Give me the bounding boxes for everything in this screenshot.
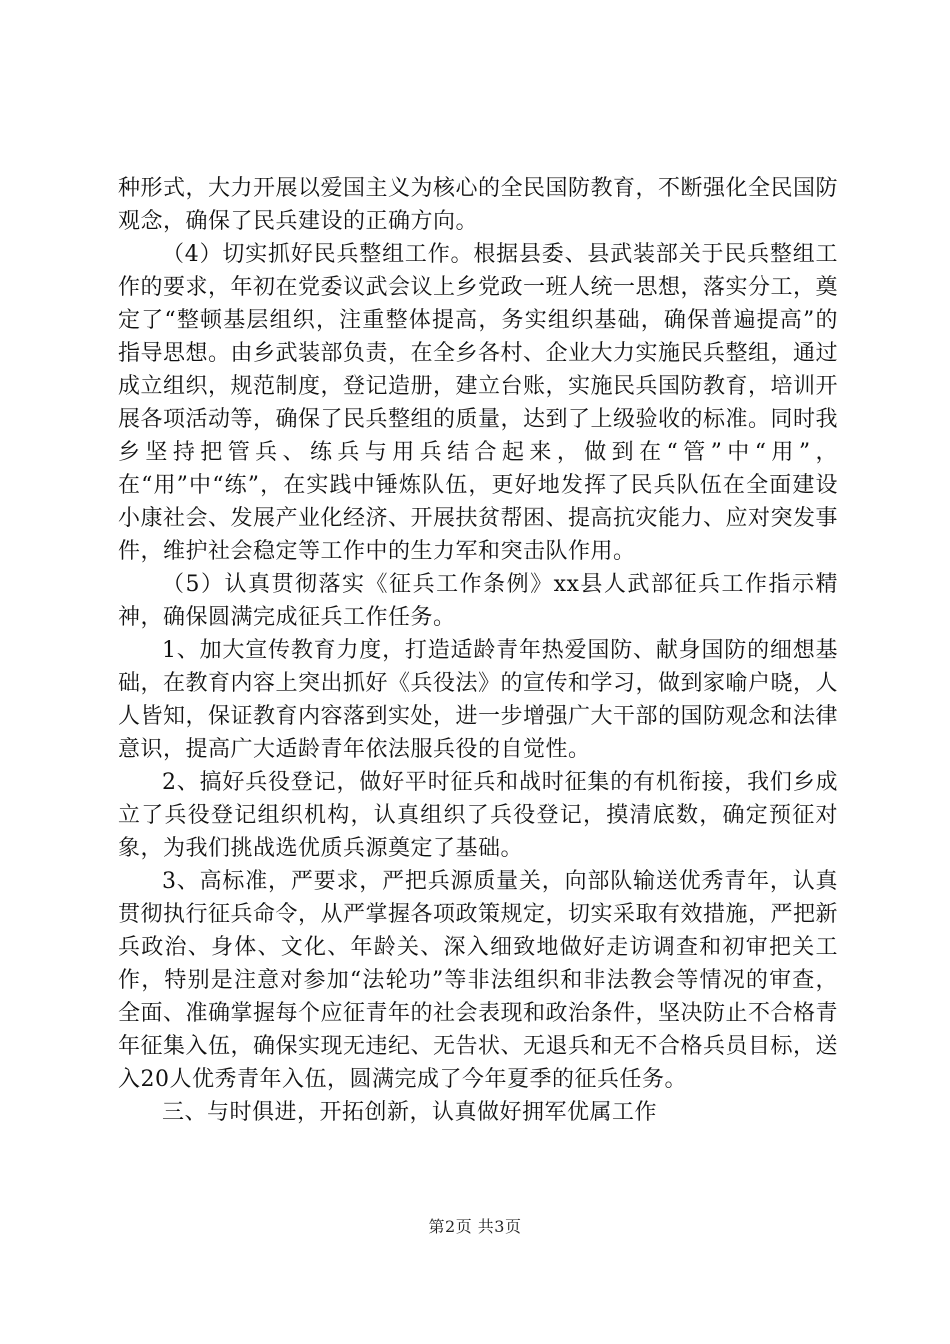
paragraph-6: 3、高标准，严要求，严把兵源质量关，向部队输送优秀青年，认真贯彻执行征兵命令，从严掌握各项政策规定，切实采取有效措施，严把新兵政治、身体、文化、年龄关、深入细致地做好走访调查和初审把关工作，特别是注意对参加“法轮功”等非法组织和非法教会等情况的审查，全面、准确掌握每个应征青年的社会表现和政治条件，坚决防止不合格青年征集入伍，确保实现无违纪、无告状、无退兵和无不合格兵员目标，送入20人优秀青年入伍，圆满完成了今年夏季的征兵任务。: [118, 869, 839, 1092]
paragraph-2: （4）切实抓好民兵整组工作。根据县委、县武装部关于民兵整组工作的要求，年初在党委议武会议上乡党政一班人统一思想，落实分工，奠定了“整顿基层组织，注重整体提高，务实组织基础，确保普遍提高”的指导思想。由乡武装部负责，在全乡各村、企业大力实施民兵整组，通过成立组织，规范制度，登记造册，建立台账，实施民兵国防教育，培训开展各项活动等，确保了民兵整组的质量，达到了上级验收的标准。同时我乡坚持把管兵、练兵与用兵结合起来，做到在“管”中“用”，在“用”中“练”，在实践中锤炼队伍，更好地发挥了民兵队伍在全面建设小康社会、发展产业化经济、开展扶贫帮困、提高抗灾能力、应对突发事件，维护社会稳定等工作中的生力军和突击队作用。: [118, 242, 839, 564]
paragraph-1: 种形式，大力开展以爱国主义为核心的全民国防教育，不断强化全民国防观念，确保了民兵建设的正确方向。: [118, 176, 839, 234]
section-heading: 三、与时俱进，开拓创新，认真做好拥军优属工作: [162, 1100, 658, 1125]
paragraph-3: （5）认真贯彻落实《征兵工作条例》xx县人武部征兵工作指示精神，确保圆满完成征兵工作任务。: [118, 572, 838, 630]
paragraph-5: 2、搞好兵役登记，做好平时征兵和战时征集的有机衔接，我们乡成立了兵役登记组织机构，认真组织了兵役登记，摸清底数，确定预征对象，为我们挑战选优质兵源奠定了基础。: [118, 770, 838, 861]
page-number-footer: 第2页 共3页: [428, 1217, 522, 1236]
document-body: [118, 172, 838, 1129]
paragraph-4: 1、加大宣传教育力度，打造适龄青年热爱国防、献身国防的细想基础，在教育内容上突出抓好《兵役法》的宣传和学习，做到家喻户晓，人人皆知，保证教育内容落到实处，进一步增强广大干部的国防观念和法律意识，提高广大适龄青年依法服兵役的自觉性。: [118, 638, 839, 762]
